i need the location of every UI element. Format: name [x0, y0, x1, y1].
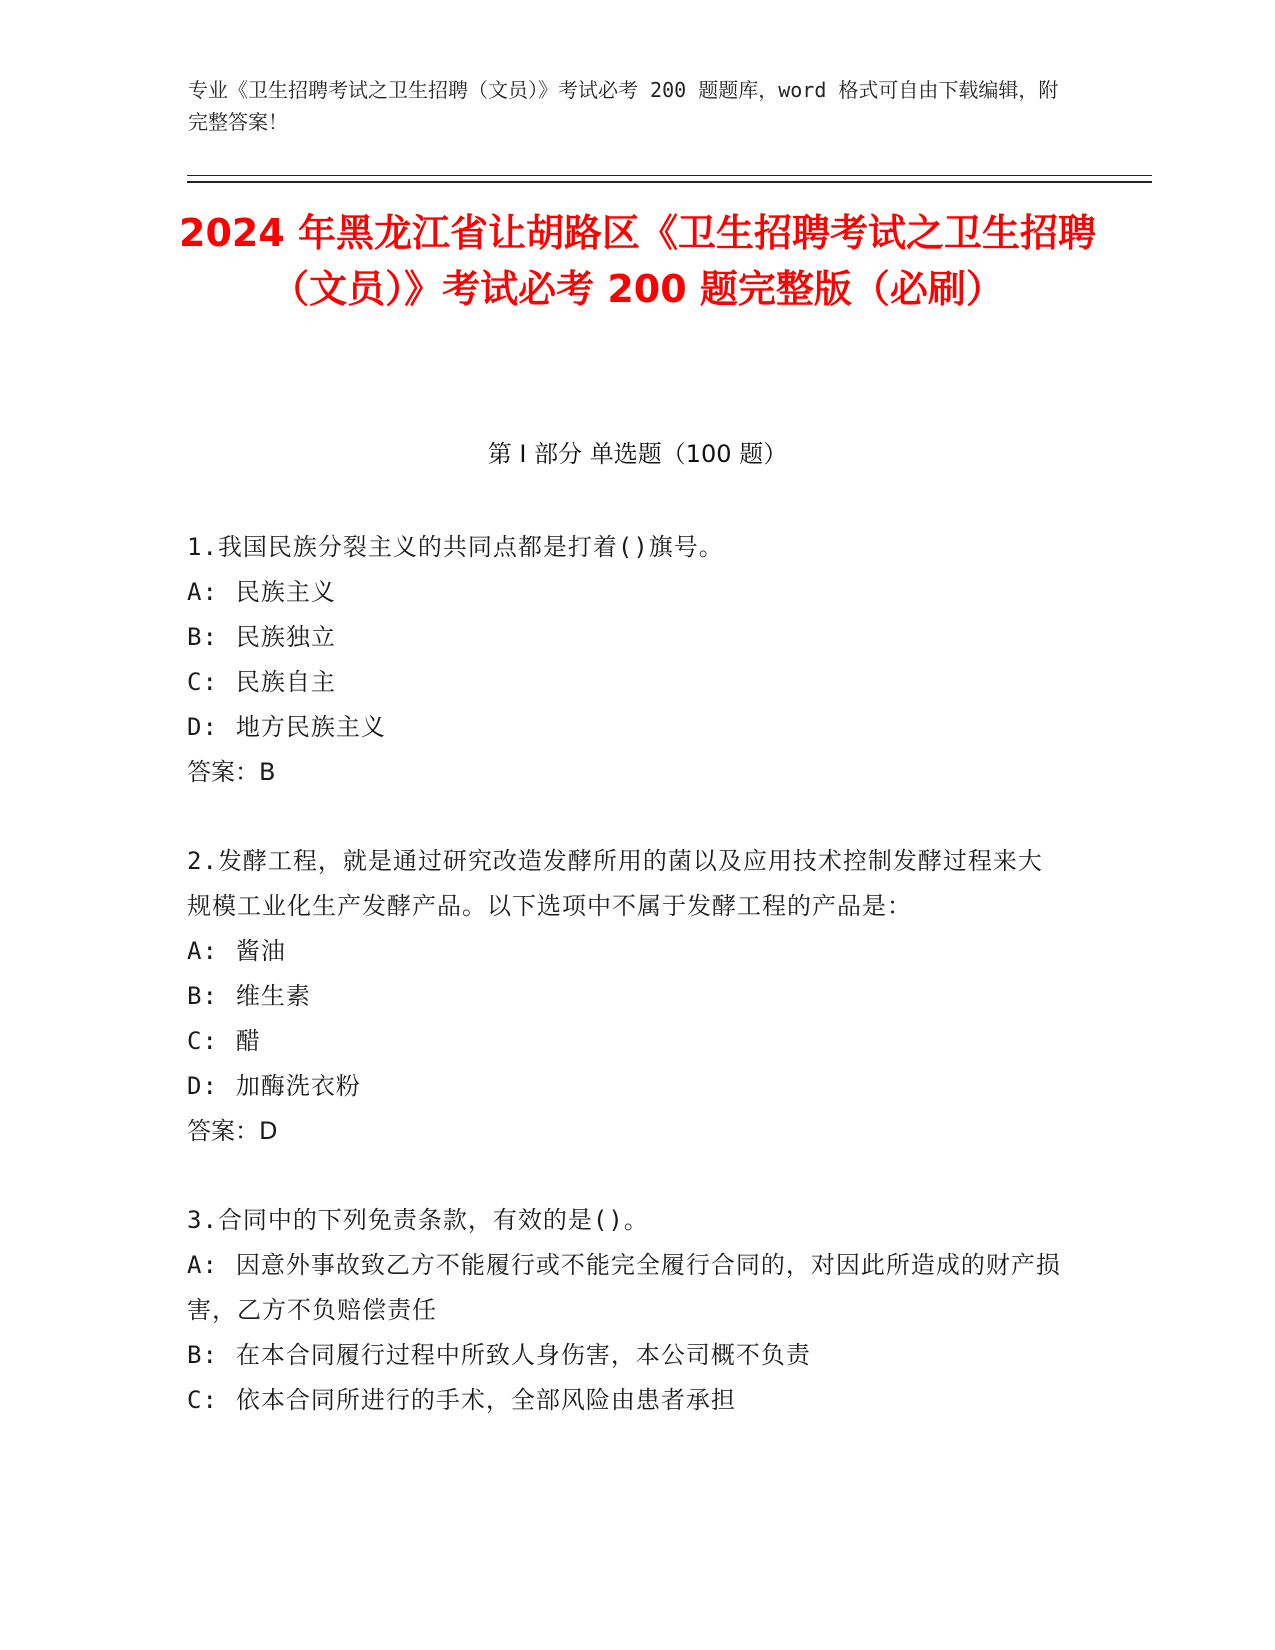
question-stem: 3.合同中的下列免责条款，有效的是()。 — [187, 1206, 649, 1234]
question-list — [187, 525, 1067, 1467]
option-key: D: — [187, 1072, 218, 1100]
option-key: C: — [187, 1027, 218, 1055]
option-key: D: — [187, 713, 218, 741]
option-key: A: — [187, 1251, 218, 1279]
option-text: 民族自主 — [235, 668, 336, 696]
section-title: 第 I 部分 单选题（100 题） — [487, 440, 788, 468]
option-text: 维生素 — [235, 982, 311, 1010]
option-text: 因意外事故致乙方不能履行或不能完全履行合同的，对因此所造成的财产损害，乙方不负赔偿责任 — [187, 1251, 1061, 1324]
question-stem: 1.我国民族分裂主义的共同点都是打着()旗号。 — [187, 533, 724, 561]
option-text: 在本合同履行过程中所致人身伤害，本公司概不负责 — [235, 1341, 811, 1369]
option-key: A: — [187, 937, 218, 965]
document-title: 2024 年黑龙江省让胡路区《卫生招聘考试之卫生招聘（文员）》考试必考 200 题完整版（必刷） — [179, 211, 1096, 311]
header-divider-thick — [187, 181, 1152, 183]
option-key: B: — [187, 1341, 218, 1369]
option-text: 地方民族主义 — [235, 713, 386, 741]
question-2 — [187, 839, 1067, 1154]
option-text: 民族主义 — [235, 578, 336, 606]
option-a — [187, 1243, 1067, 1333]
option-key: C: — [187, 1386, 218, 1414]
header-note: 专业《卫生招聘考试之卫生招聘（文员）》考试必考 200 题题库，word 格式可自由下载编辑，附完整答案！ — [188, 78, 1059, 134]
option-b — [187, 1333, 1067, 1378]
question-stem: 2.发酵工程，就是通过研究改造发酵所用的菌以及应用技术控制发酵过程来大规模工业化生产发酵产品。以下选项中不属于发酵工程的产品是： — [187, 847, 1043, 920]
option-text: 加酶洗衣粉 — [235, 1072, 361, 1100]
option-key: B: — [187, 623, 218, 651]
answer-value: B — [259, 758, 276, 786]
answer — [187, 1109, 1067, 1154]
option-a — [187, 570, 1067, 615]
answer-value: D — [259, 1117, 278, 1145]
option-key: B: — [187, 982, 218, 1010]
answer-label: 答案： — [187, 758, 259, 786]
question-3 — [187, 1198, 1067, 1423]
option-b — [187, 974, 1067, 1019]
option-key: A: — [187, 578, 218, 606]
option-c — [187, 1378, 1067, 1423]
option-text: 醋 — [235, 1027, 261, 1055]
option-d — [187, 1064, 1067, 1109]
option-b — [187, 615, 1067, 660]
option-text: 依本合同所进行的手术，全部风险由患者承担 — [235, 1386, 736, 1414]
option-text: 民族独立 — [235, 623, 336, 651]
question-1 — [187, 525, 1067, 795]
option-text: 酱油 — [235, 937, 286, 965]
answer-label: 答案： — [187, 1117, 259, 1145]
header-divider-thin — [187, 175, 1152, 176]
option-a — [187, 929, 1067, 974]
option-c — [187, 660, 1067, 705]
option-d — [187, 705, 1067, 750]
option-key: C: — [187, 668, 218, 696]
answer — [187, 750, 1067, 795]
option-c — [187, 1019, 1067, 1064]
